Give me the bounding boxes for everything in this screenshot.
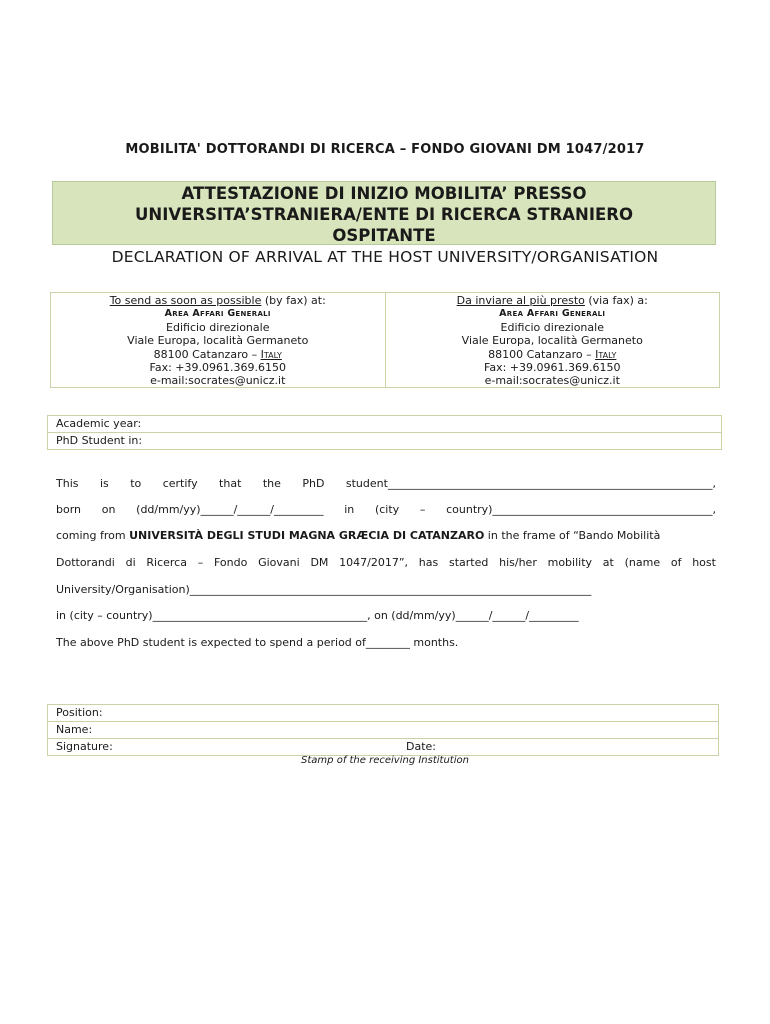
host-location-date-blank[interactable]: in (city – country)_______________________________________, on (dd/mm/yy)______/______/_________ [56, 609, 579, 622]
text-word: Dottorandi [56, 556, 115, 569]
text-word: born [56, 503, 82, 516]
contact-country: Italy [595, 347, 617, 361]
text-word: has [418, 556, 439, 569]
coming-from-line [56, 529, 726, 543]
phd-student-field[interactable] [48, 433, 721, 449]
text-word: of [670, 556, 682, 569]
text-word: (name [624, 556, 661, 569]
contact-column-italian [386, 293, 720, 387]
text-segment: in the frame of “Bando Mobilità [484, 529, 661, 542]
stamp-caption: Stamp of the receiving Institution [301, 755, 469, 766]
name-field[interactable] [48, 722, 718, 739]
text-word: Giovani [258, 556, 300, 569]
contact-intro-rest: (via fax) a: [584, 294, 648, 307]
academic-year-field[interactable] [48, 416, 721, 433]
text-word: 1047/2017”, [339, 556, 409, 569]
contact-building: Edificio direzionale [500, 320, 604, 334]
contact-city [51, 348, 385, 361]
text-word: his/her [499, 556, 537, 569]
contact-fax: Fax: +39.0961.369.6150 [484, 361, 621, 375]
italian-title-line-1: ATTESTAZIONE DI INIZIO MOBILITA’ PRESSO [181, 184, 587, 203]
student-info-table [47, 415, 722, 450]
text-word: di [125, 556, 136, 569]
text-segment: coming from [56, 529, 130, 542]
date-label: Date: [406, 740, 436, 753]
university-name: UNIVERSITÀ DEGLI STUDI MAGNA GRÆCIA DI CATANZARO [129, 529, 485, 542]
contact-city [386, 348, 720, 361]
text-word: in [344, 503, 355, 516]
contact-table [50, 292, 720, 388]
text-word: This [56, 477, 79, 490]
signature-label: Signature: [56, 740, 113, 753]
period-months-line[interactable]: The above PhD student is expected to spend a period of________ months. [56, 636, 459, 649]
contact-city-text: 88100 Catanzaro – [153, 347, 261, 361]
italian-title-box [52, 181, 716, 245]
text-word: host [692, 556, 716, 569]
text-word: the [262, 477, 281, 490]
text-word: to [130, 477, 142, 490]
text-word: Ricerca [146, 556, 187, 569]
signature-table [47, 704, 719, 756]
program-header: MOBILITA' DOTTORANDI DI RICERCA – FONDO GIOVANI DM 1047/2017 [125, 142, 645, 157]
english-title: DECLARATION OF ARRIVAL AT THE HOST UNIVERSITY/ORGANISATION [111, 248, 659, 266]
contact-intro-rest: (by fax) at: [261, 294, 326, 307]
text-word: – [419, 503, 426, 516]
italian-title-line-2: UNIVERSITA’STRANIERA/ENTE DI RICERCA STRANIERO [135, 205, 633, 224]
contact-email: e-mail:socrates@unicz.it [150, 374, 286, 388]
contact-building: Edificio direzionale [166, 320, 270, 334]
text-word: mobility [547, 556, 593, 569]
certify-line [56, 477, 716, 491]
contact-column-english [51, 293, 386, 387]
student-name-blank[interactable]: student___________________________________________________________, [345, 477, 716, 490]
text-word: is [99, 477, 109, 490]
contact-street: Viale Europa, località Germaneto [127, 334, 309, 348]
contact-intro-underlined: Da inviare al più presto [456, 294, 585, 307]
contact-country: Italy [260, 347, 282, 361]
position-field[interactable] [48, 705, 718, 722]
signature-field[interactable] [48, 739, 718, 755]
mobility-line [56, 556, 716, 570]
contact-intro [51, 294, 385, 307]
text-word: – [197, 556, 204, 569]
birth-line [56, 503, 716, 517]
text-word: (city [374, 503, 400, 516]
birth-place-blank[interactable]: country)________________________________________, [446, 503, 716, 516]
phd-student-label: PhD Student in: [56, 434, 143, 447]
text-word: DM [310, 556, 329, 569]
contact-fax: Fax: +39.0961.369.6150 [149, 361, 286, 375]
position-label: Position: [56, 706, 103, 719]
contact-office: Area Affari Generali [499, 308, 606, 320]
contact-office: Area Affari Generali [164, 308, 271, 320]
text-word: certify [162, 477, 198, 490]
name-label: Name: [56, 723, 93, 736]
text-word: PhD [302, 477, 325, 490]
text-word: that [219, 477, 242, 490]
contact-street: Viale Europa, località Germaneto [461, 334, 643, 348]
text-word: started [449, 556, 489, 569]
contact-intro-underlined: To send as soon as possible [109, 294, 262, 307]
text-word: at [602, 556, 614, 569]
host-university-blank[interactable]: University/Organisation)_________________________________________________________________________ [56, 583, 592, 596]
contact-intro [386, 294, 720, 307]
text-word: on [101, 503, 116, 516]
birth-date-blank[interactable]: (dd/mm/yy)______/______/_________ [136, 503, 324, 516]
text-word: Fondo [213, 556, 248, 569]
italian-title-line-3: OSPITANTE [332, 226, 436, 245]
contact-email: e-mail:socrates@unicz.it [484, 374, 620, 388]
contact-city-text: 88100 Catanzaro – [488, 347, 596, 361]
academic-year-label: Academic year: [56, 417, 142, 430]
